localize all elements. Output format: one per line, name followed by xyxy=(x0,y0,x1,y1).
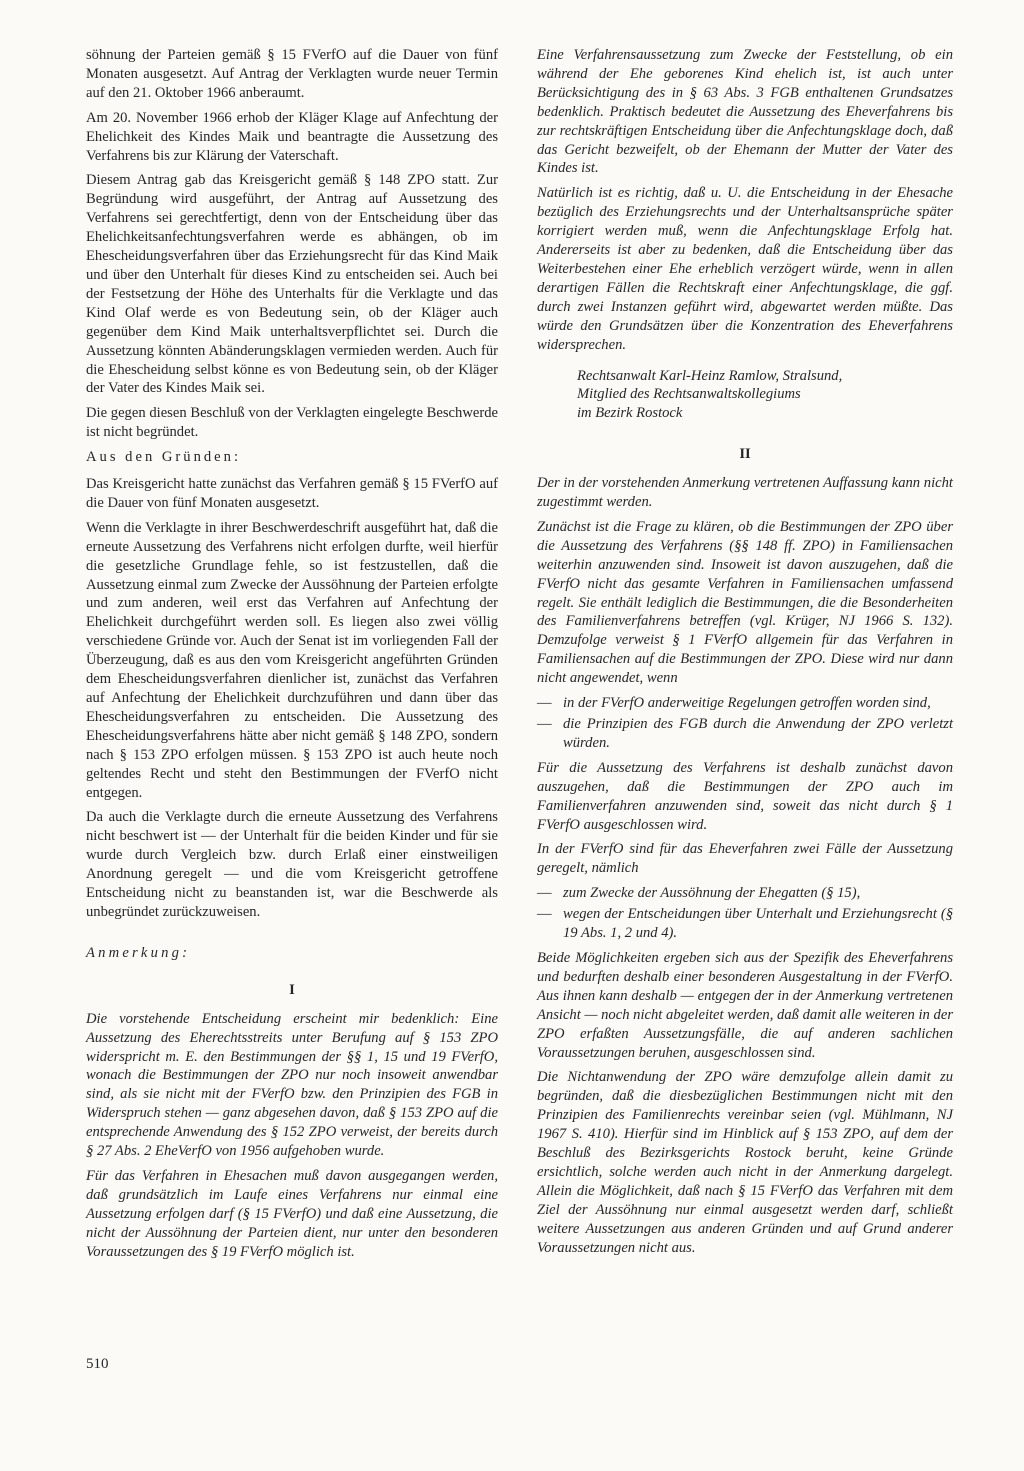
right-column xyxy=(537,46,953,1263)
section-numeral: II xyxy=(739,446,751,463)
signature-line: im Bezirk Rostock xyxy=(577,405,683,422)
list-item: — wegen der Entscheidungen über Unterhalt und Erziehungsrecht (§ 19 Abs. 1, 2 und 4). xyxy=(537,905,953,943)
paragraph: Die Nichtanwendung der ZPO wäre demzufolge allein damit zu begründen, daß die diesbezüglichen Bestimmungen nicht mit den Prinzipien des Familienrechts vereinbar seien (vgl. Mühlmann, NJ 1967 S. 410). Hierfür sind im Hinblick auf § 153 ZPO, auf dem der Beschluß des Bezirksgerichts Rostock beruht, keine Gründe ersichtlich, solche werden auch nicht in der Anmerkung dargelegt. Allein die Möglichkeit, daß nach § 15 FVerfO das Verfahren mit dem Ziel der Aussöhnung nur einmal ausgesetzt werden darf, schließt weitere Aussetzungen aus anderen Gründen und auf Grund anderer Voraussetzungen nicht aus. xyxy=(537,1069,953,1256)
paragraph: Beide Möglichkeiten ergeben sich aus der Spezifik des Eheverfahrens und bedurften deshalb einer besonderen Ausgestaltung in der FVerfO. Aus ihnen kann deshalb — entgegen der in der Anmerkung vertretenen Ansicht — noch nicht abgeleitet werden, daß damit alle weiteren in der ZPO erfaßten Aussetzungsfälle, die auf anderen sachlichen Voraussetzungen beruhen, ausgeschlossen sind. xyxy=(537,949,953,1061)
dash-list xyxy=(537,884,953,943)
note-heading: Anmerkung: xyxy=(86,944,191,961)
list-item: — die Prinzipien des FGB durch die Anwendung der ZPO verletzt würden. xyxy=(537,715,953,753)
note-paragraph: Die vorstehende Entscheidung erscheint mir bedenklich: Eine Aussetzung des Eherechtsstreits unter Berufung auf § 153 ZPO widerspricht m. E. den Bestimmungen der §§ 1, 15 und 19 FVerfO, wonach die Bestimmungen der ZPO nur noch insoweit anwendbar sind, als sie nicht mit der FVerfO bzw. den Prinzipien des FGB in Widerspruch stehen — ganz abgesehen davon, daß § 153 ZPO auf die entsprechende Anwendung des § 152 ZPO verweist, der bereits durch § 27 Abs. 2 EheVerfO von 1956 aufgehoben wurde. xyxy=(86,1010,498,1160)
dash-list xyxy=(537,694,953,753)
paragraph: Zunächst ist die Frage zu klären, ob die Bestimmungen der ZPO über die Aussetzung des Verfahrens (§§ 148 ff. ZPO) in Familiensachen weiterhin anzuwenden sind. Insoweit ist davon auszugehen, daß die FVerfO nicht das gesamte Verfahren in Familiensachen umfassend regelt. Sie enthält lediglich die Bestimmungen, die die Besonderheiten des Familienverfahrens betreffen (vgl. Krüger, NJ 1966 S. 132). Demzufolge verweist § 1 FVerfO allgemein für das Verfahren in Familiensachen auf die Bestimmungen der ZPO. Diese wird nur dann nicht angewendet, wenn xyxy=(537,518,953,687)
paragraph: söhnung der Parteien gemäß § 15 FVerfO auf die Dauer von fünf Monaten ausgesetzt. Auf Antrag der Verklagten wurde neuer Termin auf den 21. Oktober 1966 anberaumt. xyxy=(86,47,498,101)
list-item: — in der FVerfO anderweitige Regelungen getroffen worden sind, xyxy=(537,694,953,713)
list-item: — zum Zwecke der Aussöhnung der Ehegatten (§ 15), xyxy=(537,884,953,903)
paragraph: Der in der vorstehenden Anmerkung vertretenen Auffassung kann nicht zugestimmt werden. xyxy=(537,475,953,511)
note-paragraph: Für das Verfahren in Ehesachen muß davon ausgegangen werden, daß grundsätzlich im Laufe eines Verfahrens nur einmal eine Aussetzung erfolgen darf (§ 15 FVerfO) und daß eine Aussetzung, die nicht der Aussöhnung der Parteien dient, nur unter den besonderen Voraussetzungen des § 19 FVerfO möglich ist. xyxy=(86,1167,498,1260)
paragraph: Wenn die Verklagte in ihrer Beschwerdeschrift ausgeführt hat, daß die erneute Aussetzung des Verfahrens nicht erfolgen durfte, weil hierfür die gesetzliche Grundlage fehle, so ist festzustellen, daß die Aussetzung einmal zum Zwecke der Aussöhnung der Parteien erfolgte und zum anderen, weil erst das Verfahren auf Anfechtung der Ehelichkeit durchgeführt werden soll. Es liegen also zwei völlig verschiedene Gründe vor. Auch der Senat ist im vorliegenden Fall der Überzeugung, daß es aus den vom Kreisgericht angeführten Gründen dem Ehescheidungsverfahren dienlicher ist, zunächst das Verfahren auf Anfechtung der Ehelichkeit durchzuführen und dann über das Ehescheidungsverfahren zu entscheiden. Die Aussetzung des Ehescheidungsverfahrens hätte aber nicht gemäß § 148 ZPO, sondern nach § 153 ZPO erfolgen müssen. § 153 ZPO ist auch heute noch geltendes Recht und steht den Bestimmungen der FVerfO nicht entgegen. xyxy=(86,519,498,801)
paragraph: In der FVerfO sind für das Eheverfahren zwei Fälle der Aussetzung geregelt, nämlich xyxy=(537,841,953,877)
signature-line: Mitglied des Rechtsanwaltskollegiums xyxy=(577,386,801,403)
paragraph: Natürlich ist es richtig, daß u. U. die Entscheidung in der Ehesache bezüglich des Erziehungsrechts und der Unterhaltsansprüche später korrigiert werden muß, wenn die Anfechtungsklage Erfolg hat. Andererseits ist aber zu bedenken, daß die Entscheidung über das Weiterbestehen einer Ehe erheblich verzögert würde, wenn in allen derartigen Fällen die Rechtskraft einer Anfechtungsklage, die ggf. durch zwei Instanzen geführt wird, abgewartet werden müßte. Das würde den Grundsätzen über die Konzentration des Eheverfahrens widersprechen. xyxy=(537,185,953,353)
author-signature xyxy=(577,367,953,424)
paragraph: Am 20. November 1966 erhob der Kläger Klage auf Anfechtung der Ehelichkeit des Kindes Maik und beantragte die Aussetzung des Verfahrens bis zur Klärung der Vaterschaft. xyxy=(86,109,498,164)
paragraph: Für die Aussetzung des Verfahrens ist deshalb zunächst davon auszugehen, daß die Bestimmungen der ZPO auch im Familienverfahren anzuwenden sind, soweit das nicht durch § 1 FVerfO ausgeschlossen wird. xyxy=(537,759,953,833)
section-numeral: I xyxy=(289,981,295,998)
paragraph: Diesem Antrag gab das Kreisgericht gemäß § 148 ZPO statt. Zur Begründung wird ausgeführt, der Antrag auf Aussetzung des Verfahrens sei gerechtfertigt, denn von der Entscheidung über das Ehelichkeitsanfechtungsverfahren werde es abhängen, ob im Ehescheidungsverfahren über das Erziehungsrecht für das Kind Maik und über den Unterhalt für dieses Kind zu entscheiden sei. Auch bei der Festsetzung der Höhe des Unterhalts für die Verklagte und das Kind Olaf werde es von Bedeutung sein, ob der Kläger auch gegenüber dem Kind Maik unterhaltsverpflichtet sei. Durch die Aussetzung könnten Abänderungsklagen vermieden werden. Auch für die Ehescheidung selbst könne es von Bedeutung sein, ob der Kläger der Vater des Kindes Maik sei. xyxy=(86,172,498,397)
reasons-heading: Aus den Gründen: xyxy=(86,449,242,466)
left-column xyxy=(86,46,498,1267)
signature-line: Rechtsanwalt Karl-Heinz Ramlow, Stralsund, xyxy=(577,367,843,384)
paragraph: Eine Verfahrensaussetzung zum Zwecke der Feststellung, ob ein während der Ehe geborenes Kind ehelich ist, ist auch unter Berücksichtigung des in § 63 Abs. 3 FGB enthaltenen Grundsatzes bedenklich. Praktisch bedeutet die Aussetzung des Eheverfahrens bis zur rechtskräftigen Entscheidung über die Anfechtungsklage doch, daß das Gericht bezweifelt, ob der Ehemann der Mutter der Vater des Kindes ist. xyxy=(537,47,953,177)
paragraph: Da auch die Verklagte durch die erneute Aussetzung des Verfahrens nicht beschwert ist — der Unterhalt für die beiden Kinder und für sie wurde durch Vergleich bzw. durch Erlaß einer einstweiligen Anordnung geregelt — und die vom Kreisgericht getroffene Entscheidung nicht zu beanstanden ist, war die Beschwerde als unbegründet zurückzuweisen. xyxy=(86,809,498,920)
page-number: 510 xyxy=(86,1356,109,1372)
paragraph: Das Kreisgericht hatte zunächst das Verfahren gemäß § 15 FVerfO auf die Dauer von fünf Monaten ausgesetzt. xyxy=(86,476,498,511)
paragraph: Die gegen diesen Beschluß von der Verklagten eingelegte Beschwerde ist nicht begründet. xyxy=(86,405,498,441)
